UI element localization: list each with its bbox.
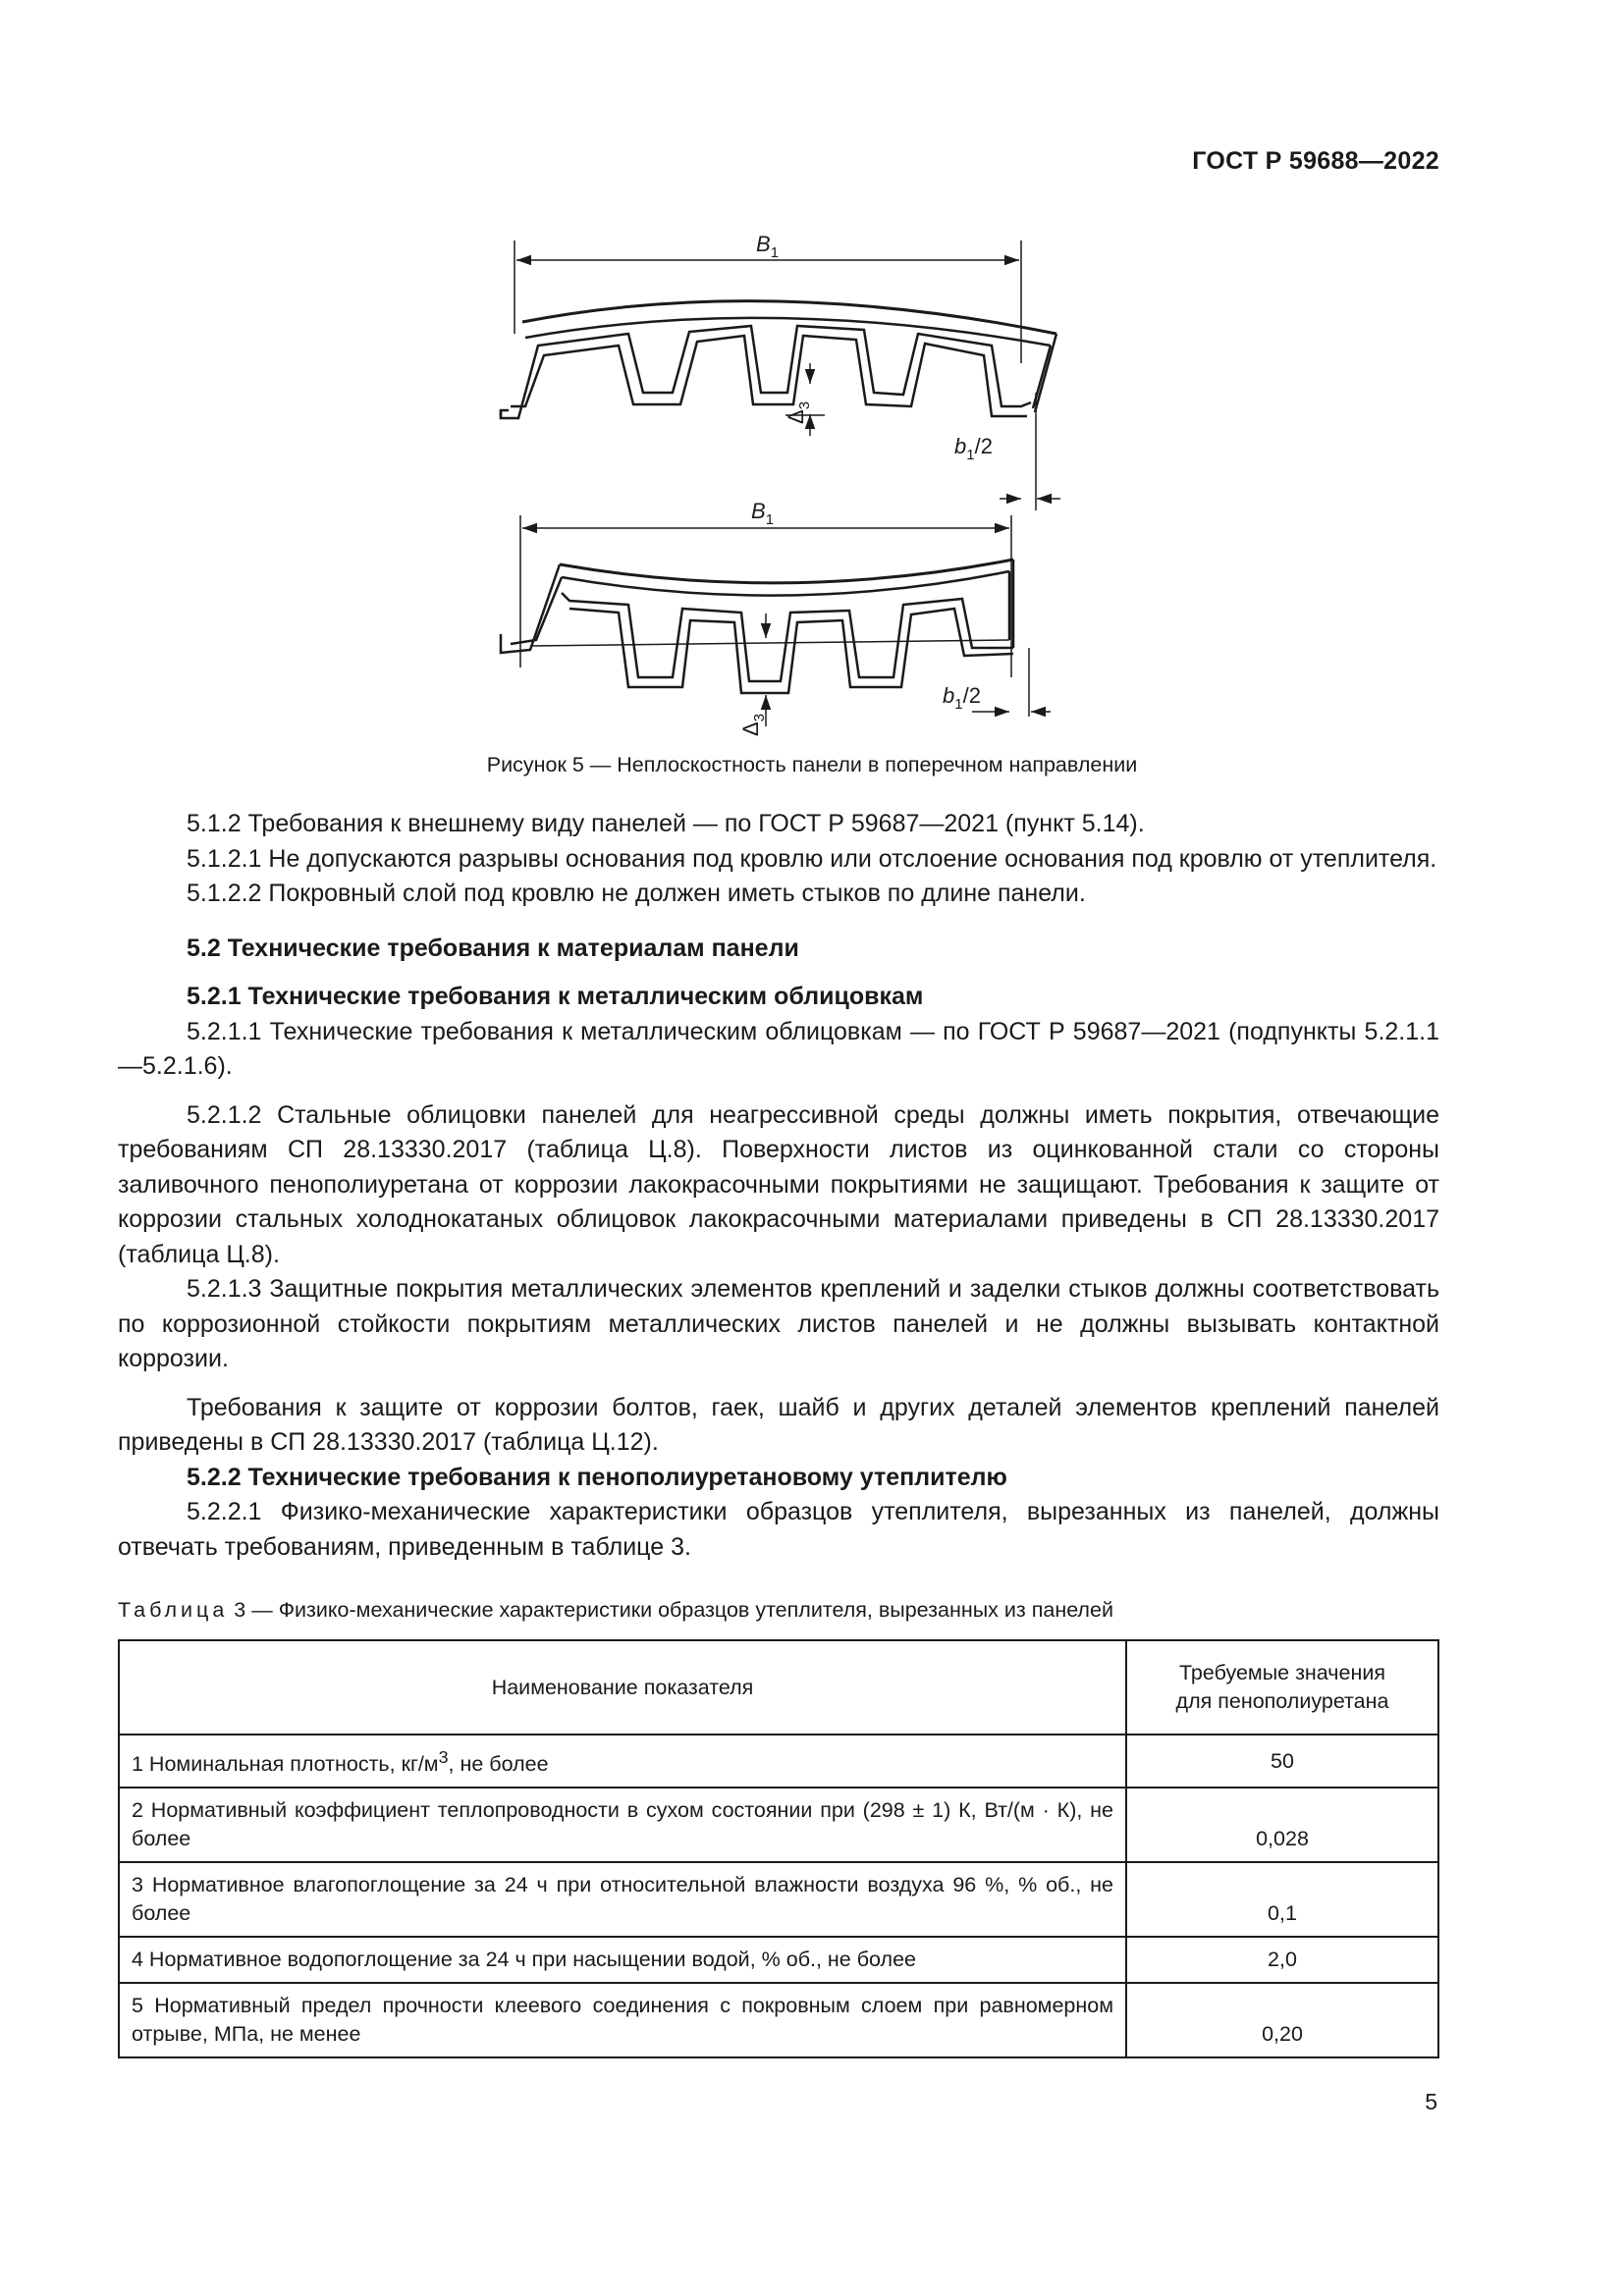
body-text bbox=[118, 807, 1439, 1565]
bottom-label-delta3: $\Delta_3$ bbox=[738, 713, 768, 736]
heading-5-2: 5.2 Технические требования к материалам панели bbox=[187, 934, 799, 962]
row-value: 0,20 bbox=[1126, 1983, 1438, 2057]
figure-5 bbox=[471, 216, 1080, 746]
table-row bbox=[119, 1983, 1438, 2057]
panel-flatness-diagram bbox=[471, 216, 1080, 746]
document-code: ГОСТ Р 59688—2022 bbox=[1192, 147, 1439, 175]
bottom-reference-line bbox=[530, 640, 1009, 646]
row-name: 3 Нормативное влагопоглощение за 24 ч при относительной влажности воздуха 96 %, % об., не более bbox=[119, 1862, 1126, 1937]
table-row bbox=[119, 1862, 1438, 1937]
top-label-b1: $B_1$ bbox=[756, 232, 780, 261]
table-title-text: 3 — Физико-механические характеристики образцов утеплителя, вырезанных из панелей bbox=[228, 1598, 1113, 1622]
bottom-label-b1-half: $b_1/2$ bbox=[943, 683, 981, 713]
row-name: 5 Нормативный предел прочности клеевого соединения с покровным слоем при равномерном отрыве, МПа, не менее bbox=[119, 1983, 1126, 2057]
top-panel-diagram bbox=[501, 240, 1060, 510]
top-core-inner bbox=[511, 336, 1027, 416]
heading-5-2-1: 5.2.1 Технические требования к металлическим облицовкам bbox=[187, 983, 924, 1010]
bottom-facing-outer bbox=[560, 560, 1013, 583]
row-name: 1 Номинальная плотность, $кг/м^3$, не более bbox=[119, 1735, 1126, 1788]
paragraph-5-1-2: 5.1.2 Требования к внешнему виду панелей — по ГОСТ Р 59687—2021 (пункт 5.14). bbox=[187, 810, 1145, 837]
header-indicator-name: Наименование показателя bbox=[119, 1640, 1126, 1735]
row-value: 50 bbox=[1126, 1735, 1438, 1788]
heading-5-2-2: 5.2.2 Технические требования к пенополиуретановому утеплителю bbox=[187, 1463, 1007, 1491]
header-required-value: Требуемые значения для пенополиуретана bbox=[1126, 1640, 1438, 1735]
row-value: 0,028 bbox=[1126, 1788, 1438, 1862]
bottom-core-inner bbox=[569, 609, 1013, 693]
paragraph-5-2-2-1: 5.2.2.1 Физико-механические характеристики образцов утеплителя, вырезанных из панелей, должны отвечать требованиям, приведенным в таблице 3. bbox=[118, 1498, 1439, 1561]
table-row bbox=[119, 1937, 1438, 1983]
table-row bbox=[119, 1735, 1438, 1788]
top-label-delta3: $\Delta_3$ bbox=[784, 400, 813, 424]
bottom-label-b1: $B_1$ bbox=[751, 499, 775, 528]
row-name: 2 Нормативный коэффициент теплопроводности в сухом состоянии при (298 ± 1) К, Вт/(м · К), не более bbox=[119, 1788, 1126, 1862]
row-value: 0,1 bbox=[1126, 1862, 1438, 1937]
paragraph-5-1-2-2: 5.1.2.2 Покровный слой под кровлю не должен иметь стыков по длине панели. bbox=[187, 880, 1086, 907]
table-caption bbox=[118, 1598, 1113, 1623]
paragraph-5-2-1-3: 5.2.1.3 Защитные покрытия металлических элементов креплений и заделки стыков должны соответствовать по коррозионной стойкости покрытиям металлических листов панелей и не должны вызывать контактной коррозии. bbox=[118, 1275, 1439, 1372]
paragraph-5-2-1-2: 5.2.1.2 Стальные облицовки панелей для неагрессивной среды должны иметь покрытия, отвечающие требованиям СП 28.13330.2017 (таблица Ц.8). Поверхности листов из оцинкованной стали со стороны заливочного пенополиуретана от коррозии лакокрасочными покрытиями не защищают. Требования к защите от коррозии стальных холоднокатаных облицовок лакокрасочными материалами приведены в СП 28.13330.2017 (таблица Ц.8). bbox=[118, 1100, 1439, 1268]
paragraph-5-1-2-1: 5.1.2.1 Не допускаются разрывы основания под кровлю или отслоение основания под кровлю от утеплителя. bbox=[187, 844, 1437, 873]
bottom-core-outer bbox=[562, 593, 1013, 681]
top-label-b1-half: $b_1/2$ bbox=[954, 434, 993, 463]
table-row bbox=[119, 1788, 1438, 1862]
paragraph-corrosion-fasteners: Требования к защите от коррозии болтов, гаек, шайб и других деталей элементов креплений панелей приведены в СП 28.13330.2017 (таблица Ц.12). bbox=[118, 1393, 1439, 1456]
table-header-row bbox=[119, 1640, 1438, 1735]
table-label: Таблица bbox=[118, 1598, 229, 1622]
row-name: 4 Нормативное водопоглощение за 24 ч при насыщении водой, % об., не более bbox=[119, 1937, 1126, 1983]
figure-caption: Рисунок 5 — Неплоскостность панели в поперечном направлении bbox=[486, 753, 1138, 776]
row-value: 2,0 bbox=[1126, 1937, 1438, 1983]
properties-table bbox=[118, 1639, 1439, 2058]
paragraph-5-2-1-1: 5.2.1.1 Технические требования к металлическим облицовкам — по ГОСТ Р 59687—2021 (подпункты 5.2.1.1—5.2.1.6). bbox=[118, 1017, 1439, 1080]
page-number: 5 bbox=[1425, 2089, 1437, 2114]
